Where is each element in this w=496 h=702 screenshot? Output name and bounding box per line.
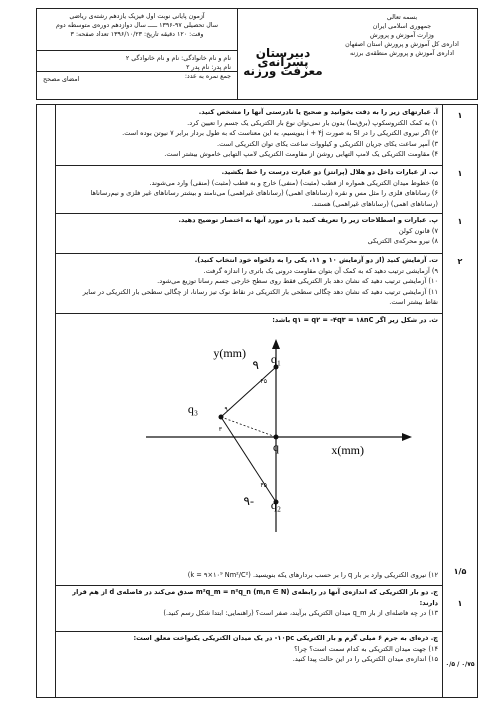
y-axis-label: y(mm)	[213, 346, 246, 360]
exam-title: آزمون پایانی نوبت اول فیزیک یازدهم رشته‌ی ریاضی	[69, 13, 205, 20]
score-column	[442, 105, 477, 697]
exam-info-block	[37, 9, 238, 99]
score-a: ۱	[457, 111, 463, 120]
header	[36, 8, 478, 100]
section-t	[56, 253, 442, 314]
question-line: ۷) قانون کولن	[398, 226, 438, 235]
question-line: نقاط بیشتر است.	[389, 298, 438, 307]
section-title: پ. عبارات و اصطلاحات زیر را تعریف کنید یا در مورد آنها به اختصار توضیح دهید.	[178, 216, 438, 224]
x-axis-arrow	[402, 433, 412, 441]
signature-right: امضای مصحح	[43, 76, 80, 83]
section-title: آ. عبارتهای زیر را به دقت بخوانید و صحیح یا نادرستی آنها را مشخص کنید.	[198, 108, 438, 116]
charge-diagram	[126, 327, 426, 532]
tick-y-pos: ۹	[252, 358, 259, 372]
question-line: ۱۰) آزمایشی ترتیب دهید که نشان دهد بار الکتریکی فقط روی سطح خارجی جسم رسانا توزیع می‌شود.	[157, 277, 438, 286]
question-line: ۲) اگر نیروی الکتریکی را در SI به صورت i + ۴j بنویسیم، به این معناست که به طول بردار برابر ۷ نیوتن بوده است.	[122, 129, 438, 138]
x-axis-label: x(mm)	[331, 443, 364, 457]
question-line: ۵) خطوط میدان الکتریکی همواره از قطب (مثبت) (منفی) خارج و به قطب (مثبت) (منفی) وارد می‌شوند.	[149, 178, 438, 187]
question-line: ۱۳) در چه فاصله‌ای از بار q_m میدان الکتریکی برآیند، صفر است؟ (راهنمایی: ابتدا شکل رسم کنید.)	[163, 609, 438, 618]
section-title: ج. دو بار الکتریکی که اندازه‌ی آنها در رابطه‌ی m²q_m = n²q_n (m,n ∈ N) صدق می‌کند در فاصله‌ی d از هم قرار دارند:	[72, 588, 438, 607]
y-axis-arrow	[272, 339, 280, 349]
margin-column	[37, 105, 56, 697]
angle-label-4: ۴۵	[260, 482, 267, 489]
angle-label-2: ۹۰	[224, 406, 231, 413]
school-name: دبیرستان پسرانه‌ی معرفت ورزنه	[243, 46, 323, 78]
question-line: ۱) به کمک الکتروسکوپ (برق‌نما) بدون بار نمی‌توان نوع بار الکتریکی یک جسم را تعیین کرد.	[187, 118, 438, 127]
signature-row	[37, 71, 237, 99]
charge-q-dot	[274, 435, 279, 440]
question-line: ۱۱) آزمایشی ترتیب دهید که نشان دهد چگالی سطحی بار الکتریکی در نقاط نوک تیز رسانا، از چگالی سطحی بار الکتریکی در سایر	[82, 287, 438, 296]
section-j	[56, 585, 442, 632]
label-q1: q₁	[270, 352, 281, 366]
angle-label-3: ۳	[218, 426, 222, 433]
section-a	[56, 105, 442, 166]
section-th	[56, 313, 442, 586]
line-q3-q	[218, 417, 276, 437]
section-p	[56, 213, 442, 254]
score-b: ۱	[457, 169, 463, 178]
section-ch	[56, 631, 442, 697]
score-th: ۱/۵	[453, 567, 467, 576]
exam-title-box	[37, 9, 237, 51]
question-line: ۹) آزمایشی ترتیب دهید که به کمک آن بتوان مقاومت درونی یک باتری را اندازه گرفت.	[203, 266, 438, 275]
question-line: ۴) مقاومت الکتریکی یک لامپ التهابی روشن از مقاومت الکتریکی لامپ التهابی خاموش بیشتر است.	[164, 150, 438, 159]
section-title: چ. ذره‌ای به جرم ۶ میلی گرم و بار الکتریکی ۱۰pc- در یک میدان الکتریکی یکنواخت معلق است:	[133, 634, 438, 642]
tick-y-neg: -۹	[243, 494, 254, 508]
ministry-line-3: اداره‌ی کل آموزش و پرورش استان اصفهان	[345, 41, 459, 48]
ministry-line-2: وزارت آموزش و پرورش	[370, 32, 434, 39]
charge-q3-dot	[219, 415, 224, 420]
total-score-label: جمع نمره به عدد:	[184, 73, 231, 80]
ministry-line-4: اداره‌ی آموزش و پرورش منطقه‌ی برزنه	[349, 50, 455, 57]
father-name: نام پدر: نام پدر ۲	[186, 64, 231, 71]
label-q: q	[273, 440, 279, 454]
question-line: ۸) نیرو محرکه‌ی الکتریکی	[367, 237, 438, 246]
line-q2-q3	[218, 417, 276, 502]
questions-frame	[36, 104, 478, 698]
questions	[56, 105, 442, 697]
exam-year: سال تحصیلی ۹۷-۱۳۹۶ ـــــ سال دوازدهم دوره‌ی متوسطه دوم	[55, 22, 219, 29]
question-line: ۱۵) اندازه‌ی میدان الکتریکی را در این حالت پیدا کنید.	[292, 655, 438, 664]
label-q3: q₃	[187, 402, 198, 416]
question-line: ۱۲) نیروی الکتریکی وارد بر بار q را بر حسب بردارهای یکه بنویسید. (k = ۹×۱۰⁹ Nm²/C²)	[187, 571, 438, 580]
question-line: ۶) رساناهای فلزی را مثل مس و نقره (رساناهای اهمی) (رساناهای غیراهمی) می‌نامند و بیشتر رساناهای غیر فلزی و نیم‌رساناها	[90, 189, 438, 198]
section-b	[56, 165, 442, 214]
question-line: ۳) آمپر ساعت یکای جریان الکتریکی و کیلووات ساعت یکای توان الکتریکی است.	[217, 139, 438, 148]
section-title: ب. از عبارات داخل دو هلال (پرانتز) دو عبارت درست را خط بکشید.	[221, 168, 438, 176]
question-line: (رساناهای اهمی) (رساناهای غیراهمی) هستند.	[311, 199, 438, 208]
section-title: ث. در شکل زیر اگر q۱ = q۲ = -۴q۳ = ۱۸nC باشد:	[272, 316, 438, 324]
score-ch: ۰/۵ / ۰/۷۵	[445, 661, 475, 668]
score-p: ۱	[457, 217, 463, 226]
ministry-block	[327, 9, 477, 103]
score-j: ۱	[457, 599, 463, 608]
student-name: نام و نام خانوادگی: نام و نام خانوادگی ۲	[125, 55, 231, 62]
section-title: ت. آزمایش کنید (از دو آزمایش ۱۰ و ۱۱، یکی را به دلخواه خود انتخاب کنید).	[194, 256, 438, 264]
exam-time: وقت: ۱۲۰ دقیقه تاریخ: ۱۳۹۶/۱۰/۲۳ تعداد صفحه: ۳	[70, 31, 204, 38]
score-t: ۲	[457, 257, 463, 266]
label-q2: q₂	[270, 498, 281, 512]
ministry-line-1: جمهوری اسلامی ایران	[372, 23, 432, 30]
question-line: ۱۴) جهت میدان الکتریکی به کدام سمت است؟ چرا؟	[294, 644, 438, 653]
angle-label-1: ۴۵	[260, 378, 267, 385]
basmala: بسمه تعالی	[386, 14, 418, 21]
